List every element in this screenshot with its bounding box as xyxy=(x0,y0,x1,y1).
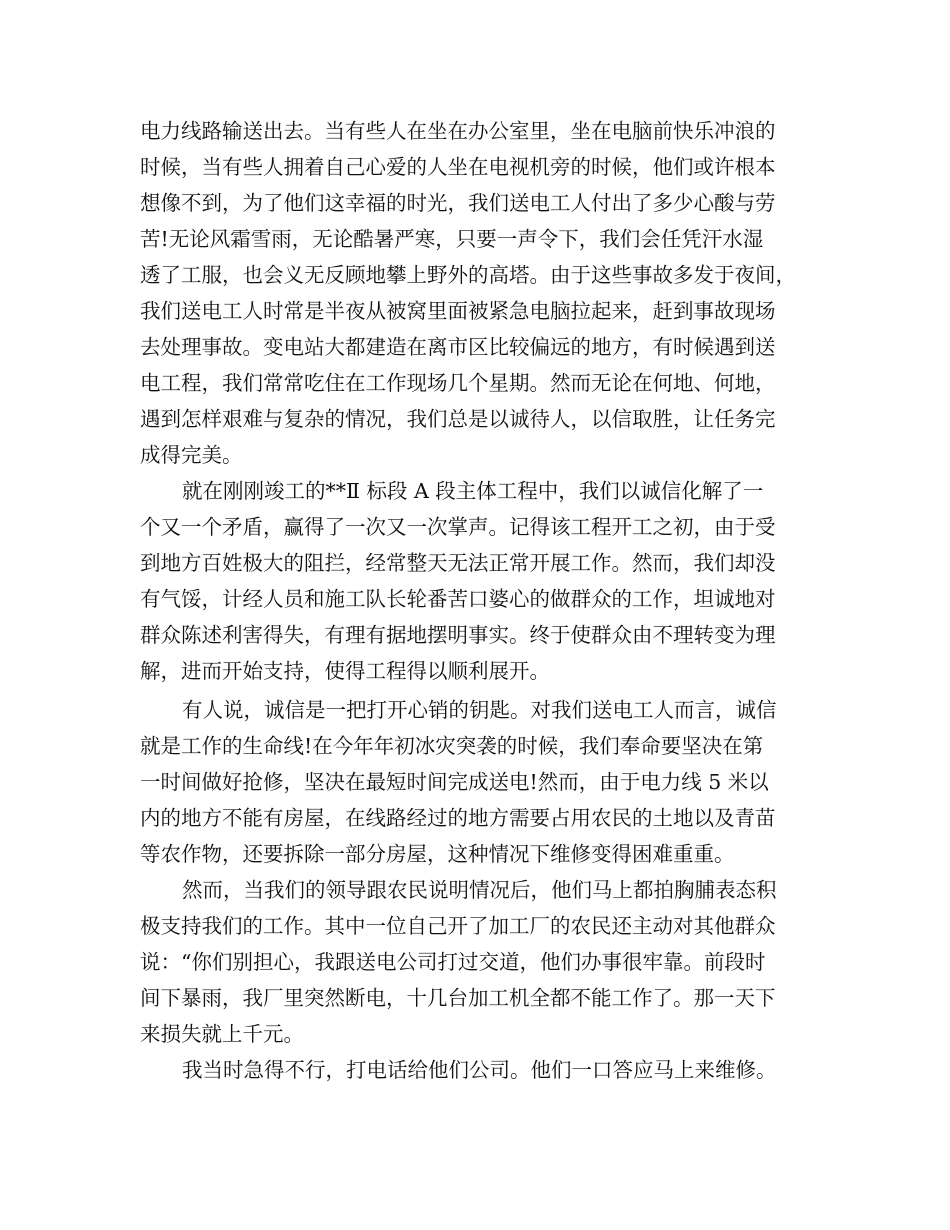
paragraph-first-line: 有人说，诚信是一把打开心销的钥匙。对我们送电工人而言，诚信 xyxy=(182,698,777,722)
text-line: 去处理事故。变电站大都建造在离市区比较偏远的地方，有时候遇到送 xyxy=(140,335,776,359)
text-line: 想像不到，为了他们这幸福的时光，我们送电工人付出了多少心酸与劳 xyxy=(140,191,776,215)
text-line: 间下暴雨，我厂里突然断电，十几台加工机全都不能工作了。那一天下 xyxy=(140,986,776,1010)
text-line: 有气馁，计经人员和施工队长轮番苦口婆心的做群众的工作，坦诚地对 xyxy=(140,587,776,611)
paragraph-first-line: 然而，当我们的领导跟农民说明情况后，他们马上都拍胸脯表态积 xyxy=(182,878,777,902)
text-line: 时候，当有些人拥着自己心爱的人坐在电视机旁的时候，他们或许根本 xyxy=(140,155,776,179)
text-line: 我们送电工人时常是半夜从被窝里面被紧急电脑拉起来，赶到事故现场 xyxy=(140,299,776,323)
paragraph-first-line: 我当时急得不行，打电话给他们公司。他们一口答应马上来维修。 xyxy=(182,1058,777,1082)
text-line: 来损失就上千元。 xyxy=(140,1022,304,1046)
text-line: 解，进而开始支持，使得工程得以顺利展开。 xyxy=(140,659,550,683)
paragraph-first-line: 就在刚刚竣工的**Ⅱ 标段 A 段主体工程中，我们以诚信化解了一 xyxy=(182,479,764,503)
text-line: 极支持我们的工作。其中一位自己开了加工厂的农民还主动对其他群众 xyxy=(140,914,776,938)
text-line: 说：“你们别担心，我跟送电公司打过交道，他们办事很牢靠。前段时 xyxy=(140,950,766,974)
text-line: 到地方百姓极大的阻拦，经常整天无法正常开展工作。然而，我们却没 xyxy=(140,551,776,575)
text-line: 就是工作的生命线!在今年年初冰灾突袭的时候，我们奉命要坚决在第 xyxy=(140,734,764,758)
text-line: 内的地方不能有房屋，在线路经过的地方需要占用农民的土地以及青苗 xyxy=(140,806,776,830)
text-line: 个又一个矛盾，赢得了一次又一次掌声。记得该工程开工之初，由于受 xyxy=(140,515,776,539)
text-line: 等农作物，还要拆除一部分房屋，这种情况下维修变得困难重重。 xyxy=(140,842,735,866)
text-line: 成得完美。 xyxy=(140,443,243,467)
text-line: 一时间做好抢修，坚决在最短时间完成送电!然而，由于电力线 5 米以 xyxy=(140,770,769,794)
text-line: 遇到怎样艰难与复杂的情况，我们总是以诚待人，以信取胜，让任务完 xyxy=(140,407,776,431)
text-line: 苦!无论风霜雪雨，无论酷暑严寒，只要一声令下，我们会任凭汗水湿 xyxy=(140,227,764,251)
text-line: 透了工服，也会义无反顾地攀上野外的高塔。由于这些事故多发于夜间， xyxy=(140,263,796,287)
text-line: 电力线路输送出去。当有些人在坐在办公室里，坐在电脑前快乐冲浪的 xyxy=(140,119,776,143)
text-line: 群众陈述利害得失，有理有据地摆明事实。终于使群众由不理转变为理 xyxy=(140,623,776,647)
text-line: 电工程，我们常常吃住在工作现场几个星期。然而无论在何地、何地， xyxy=(140,371,776,395)
